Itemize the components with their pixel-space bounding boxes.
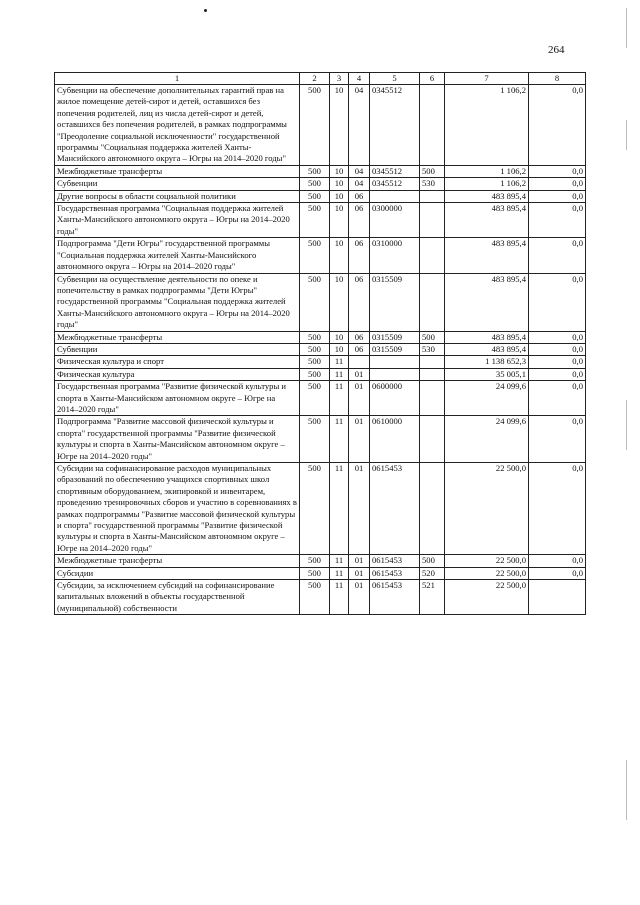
row-value-cell: 0,0 — [529, 190, 586, 202]
table-row — [55, 203, 586, 238]
row-value-cell: 06 — [349, 331, 370, 343]
row-value-cell: 0,0 — [529, 381, 586, 416]
row-value-cell: 01 — [349, 555, 370, 567]
row-value-cell: 01 — [349, 416, 370, 463]
row-value-cell — [420, 381, 445, 416]
row-name-cell: Межбюджетные трансферты — [55, 331, 300, 343]
row-name-cell: Другие вопросы в области социальной политики — [55, 190, 300, 202]
row-value-cell: 500 — [300, 567, 330, 579]
row-value-cell: 0,0 — [529, 273, 586, 331]
row-value-cell: 04 — [349, 85, 370, 166]
row-name-cell: Субвенции — [55, 343, 300, 355]
row-value-cell: 483 895,4 — [445, 331, 529, 343]
row-value-cell: 22 500,0 — [445, 555, 529, 567]
row-value-cell: 1 138 652,3 — [445, 356, 529, 368]
row-value-cell — [420, 356, 445, 368]
row-value-cell: 0,0 — [529, 567, 586, 579]
row-value-cell: 0345512 — [370, 165, 420, 177]
row-value-cell: 0345512 — [370, 178, 420, 190]
row-value-cell: 1 106,2 — [445, 165, 529, 177]
row-value-cell: 10 — [330, 331, 349, 343]
row-value-cell: 483 895,4 — [445, 238, 529, 273]
column-header: 8 — [529, 73, 586, 85]
table-row — [55, 343, 586, 355]
table-row — [55, 381, 586, 416]
row-value-cell: 500 — [300, 331, 330, 343]
row-value-cell: 500 — [300, 368, 330, 380]
row-value-cell: 0615453 — [370, 567, 420, 579]
row-value-cell: 483 895,4 — [445, 343, 529, 355]
column-header: 4 — [349, 73, 370, 85]
row-value-cell: 11 — [330, 463, 349, 555]
row-value-cell: 483 895,4 — [445, 190, 529, 202]
row-value-cell: 500 — [300, 343, 330, 355]
row-value-cell: 24 099,6 — [445, 381, 529, 416]
page-number: 264 — [548, 44, 565, 56]
row-value-cell: 500 — [420, 331, 445, 343]
table-row — [55, 463, 586, 555]
table-row — [55, 567, 586, 579]
table-row — [55, 165, 586, 177]
row-value-cell: 500 — [300, 580, 330, 615]
table-row — [55, 238, 586, 273]
row-name-cell: Физическая культура и спорт — [55, 356, 300, 368]
row-value-cell: 500 — [300, 178, 330, 190]
row-name-cell: Субсидии — [55, 567, 300, 579]
row-value-cell: 0,0 — [529, 416, 586, 463]
row-value-cell — [370, 190, 420, 202]
row-value-cell: 01 — [349, 580, 370, 615]
row-name-cell: Межбюджетные трансферты — [55, 165, 300, 177]
row-value-cell — [370, 368, 420, 380]
row-value-cell: 0615453 — [370, 463, 420, 555]
row-value-cell: 06 — [349, 190, 370, 202]
row-value-cell — [420, 85, 445, 166]
table-row — [55, 368, 586, 380]
row-value-cell: 521 — [420, 580, 445, 615]
row-value-cell: 1 106,2 — [445, 85, 529, 166]
row-value-cell: 500 — [300, 273, 330, 331]
scan-edge-marks — [622, 0, 632, 905]
row-value-cell: 10 — [330, 203, 349, 238]
row-value-cell: 22 500,0 — [445, 567, 529, 579]
table-row — [55, 331, 586, 343]
row-value-cell: 11 — [330, 356, 349, 368]
row-value-cell: 0315509 — [370, 331, 420, 343]
row-value-cell: 10 — [330, 178, 349, 190]
row-value-cell: 10 — [330, 190, 349, 202]
row-value-cell: 0300000 — [370, 203, 420, 238]
row-name-cell: Государственная программа "Развитие физической культуры и спорта в Ханты-Мансийском автономном округе – Югре на 2014–2020 годы" — [55, 381, 300, 416]
row-value-cell: 11 — [330, 567, 349, 579]
row-value-cell — [420, 463, 445, 555]
table-row — [55, 416, 586, 463]
row-value-cell: 0,0 — [529, 85, 586, 166]
row-value-cell: 0,0 — [529, 331, 586, 343]
table-row — [55, 85, 586, 166]
row-value-cell: 0615453 — [370, 555, 420, 567]
row-value-cell: 10 — [330, 85, 349, 166]
row-value-cell: 06 — [349, 343, 370, 355]
row-value-cell: 0,0 — [529, 165, 586, 177]
row-value-cell — [349, 356, 370, 368]
row-value-cell: 500 — [420, 555, 445, 567]
row-value-cell: 06 — [349, 203, 370, 238]
table-row — [55, 190, 586, 202]
row-value-cell: 520 — [420, 567, 445, 579]
table-row — [55, 555, 586, 567]
row-value-cell: 06 — [349, 238, 370, 273]
row-value-cell: 500 — [300, 85, 330, 166]
row-value-cell: 0,0 — [529, 356, 586, 368]
row-value-cell: 500 — [300, 381, 330, 416]
row-value-cell: 11 — [330, 580, 349, 615]
row-name-cell: Субвенции на обеспечение дополнительных гарантий прав на жилое помещение детей-сирот и детей, оставшихся без попечения родителей, лиц из числа детей-сирот и детей, оставшихся без попечения родителей, в рамках подпрограммы "Преодоление социальной исключенности" государственной программы "Социальная поддержка жителей Ханты-Мансийского автономного округа – Югры на 2014–2020 годы" — [55, 85, 300, 166]
row-value-cell: 500 — [300, 356, 330, 368]
row-value-cell: 10 — [330, 343, 349, 355]
row-name-cell: Субсидии на софинансирование расходов муниципальных образований по обеспечению учащихся спортивных школ спортивным оборудованием, экипировкой и инвентарем, проведению тренировочных сборов и участию в соревнованиях в рамках подпрограммы "Развитие массовой физической культуры и спорта" государственной программы "Развитие физической культуры и спорта в Ханты-Мансийском автономном округе – Югре на 2014–2020 годы" — [55, 463, 300, 555]
row-value-cell: 0,0 — [529, 343, 586, 355]
header-row — [55, 73, 586, 85]
column-header: 3 — [330, 73, 349, 85]
column-header: 7 — [445, 73, 529, 85]
table-row — [55, 178, 586, 190]
row-value-cell: 10 — [330, 238, 349, 273]
row-value-cell: 11 — [330, 555, 349, 567]
row-value-cell — [420, 203, 445, 238]
row-value-cell: 0315509 — [370, 343, 420, 355]
row-name-cell: Подпрограмма "Дети Югры" государственной программы "Социальная поддержка жителей Ханты-Мансийского автономного округа – Югры на 2014–2020 годы" — [55, 238, 300, 273]
row-name-cell: Субсидии, за исключением субсидий на софинансирование капитальных вложений в объекты государственной (муниципальной) собственности — [55, 580, 300, 615]
row-value-cell: 500 — [300, 416, 330, 463]
row-value-cell — [420, 416, 445, 463]
column-header: 2 — [300, 73, 330, 85]
row-value-cell: 1 106,2 — [445, 178, 529, 190]
row-value-cell: 500 — [300, 555, 330, 567]
row-name-cell: Межбюджетные трансферты — [55, 555, 300, 567]
row-name-cell: Физическая культура — [55, 368, 300, 380]
row-value-cell — [420, 368, 445, 380]
row-value-cell: 0310000 — [370, 238, 420, 273]
row-value-cell: 0,0 — [529, 238, 586, 273]
row-value-cell: 04 — [349, 165, 370, 177]
table-row — [55, 356, 586, 368]
budget-table — [54, 72, 586, 615]
row-value-cell: 11 — [330, 416, 349, 463]
row-value-cell — [370, 356, 420, 368]
row-name-cell: Государственная программа "Социальная поддержка жителей Ханты-Мансийского автономного округа – Югры на 2014–2020 годы" — [55, 203, 300, 238]
column-header: 1 — [55, 73, 300, 85]
row-value-cell: 11 — [330, 368, 349, 380]
row-value-cell: 10 — [330, 165, 349, 177]
row-value-cell: 22 500,0 — [445, 580, 529, 615]
table-row — [55, 273, 586, 331]
row-name-cell: Субвенции — [55, 178, 300, 190]
row-value-cell: 35 005,1 — [445, 368, 529, 380]
row-value-cell: 0315509 — [370, 273, 420, 331]
row-value-cell: 0,0 — [529, 203, 586, 238]
row-value-cell: 0,0 — [529, 368, 586, 380]
row-value-cell: 06 — [349, 273, 370, 331]
row-value-cell: 500 — [300, 463, 330, 555]
row-value-cell: 500 — [300, 203, 330, 238]
row-value-cell: 01 — [349, 381, 370, 416]
row-value-cell: 01 — [349, 368, 370, 380]
row-value-cell — [420, 190, 445, 202]
row-value-cell — [420, 273, 445, 331]
row-value-cell: 0600000 — [370, 381, 420, 416]
row-value-cell: 01 — [349, 567, 370, 579]
row-value-cell — [420, 238, 445, 273]
column-header: 6 — [420, 73, 445, 85]
row-value-cell: 500 — [420, 165, 445, 177]
row-value-cell: 500 — [300, 165, 330, 177]
row-value-cell: 0,0 — [529, 178, 586, 190]
row-name-cell: Подпрограмма "Развитие массовой физической культуры и спорта" государственной программы "Развитие физической культуры и спорта в Ханты-Мансийском автономном округе – Югре на 2014–2020 годы" — [55, 416, 300, 463]
row-value-cell: 530 — [420, 178, 445, 190]
scan-dot — [204, 9, 207, 12]
row-value-cell: 11 — [330, 381, 349, 416]
row-value-cell: 0610000 — [370, 416, 420, 463]
row-value-cell: 0615453 — [370, 580, 420, 615]
row-value-cell: 01 — [349, 463, 370, 555]
table-row — [55, 580, 586, 615]
row-value-cell — [529, 580, 586, 615]
column-header: 5 — [370, 73, 420, 85]
row-value-cell: 24 099,6 — [445, 416, 529, 463]
row-value-cell: 04 — [349, 178, 370, 190]
row-value-cell: 0,0 — [529, 555, 586, 567]
row-value-cell: 483 895,4 — [445, 203, 529, 238]
row-name-cell: Субвенции на осуществление деятельности по опеке и попечительству в рамках подпрограммы "Дети Югры" государственной программы "Социальная поддержка жителей Ханты-Мансийского автономного округа – Югры на 2014–2020 годы" — [55, 273, 300, 331]
row-value-cell: 10 — [330, 273, 349, 331]
row-value-cell: 500 — [300, 238, 330, 273]
row-value-cell: 500 — [300, 190, 330, 202]
row-value-cell: 530 — [420, 343, 445, 355]
row-value-cell: 0345512 — [370, 85, 420, 166]
row-value-cell: 22 500,0 — [445, 463, 529, 555]
row-value-cell: 483 895,4 — [445, 273, 529, 331]
row-value-cell: 0,0 — [529, 463, 586, 555]
